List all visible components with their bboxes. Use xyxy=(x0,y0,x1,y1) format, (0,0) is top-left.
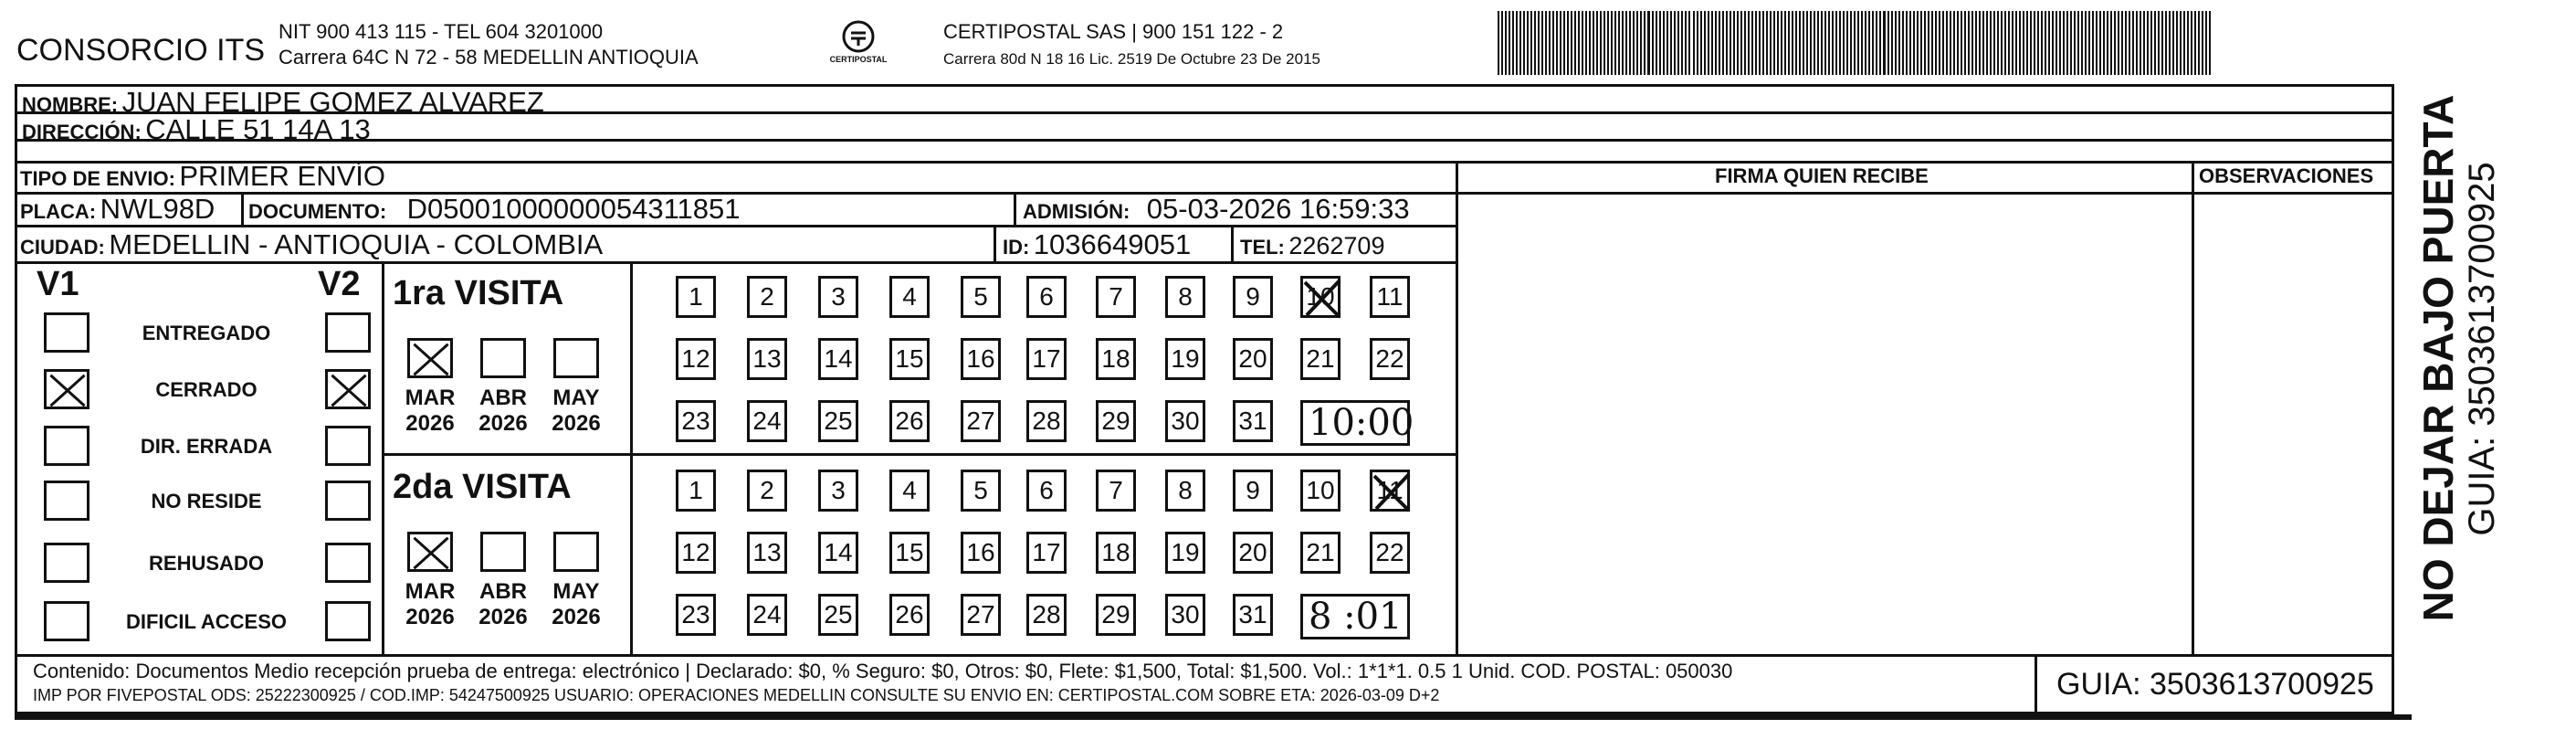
month-checkbox[interactable] xyxy=(407,338,453,378)
day-number: 13 xyxy=(752,344,782,373)
documento-row xyxy=(248,195,741,223)
day-number: 10 xyxy=(1306,476,1335,504)
logo-caption: CERTIPOSTAL xyxy=(829,55,888,64)
day-box[interactable] xyxy=(676,276,716,318)
month-label: MAR xyxy=(405,579,456,604)
day-box[interactable] xyxy=(889,338,930,380)
day-number: 8 xyxy=(1178,476,1193,504)
day-box[interactable] xyxy=(747,276,787,318)
day-number: 11 xyxy=(1376,476,1404,504)
day-box[interactable] xyxy=(1233,400,1273,442)
visit-time-box[interactable] xyxy=(1300,594,1410,639)
day-number: 19 xyxy=(1171,344,1200,373)
day-number: 1 xyxy=(689,282,703,311)
v1-label: V1 xyxy=(37,265,79,303)
barcode xyxy=(1498,11,2216,75)
day-box[interactable] xyxy=(1096,338,1136,380)
day-number: 26 xyxy=(895,600,924,629)
col-line xyxy=(382,261,384,656)
col-line xyxy=(630,261,633,656)
day-box[interactable] xyxy=(961,532,1001,574)
day-number: 2 xyxy=(760,282,774,311)
day-number: 5 xyxy=(973,282,988,311)
carrier-name: CERTIPOSTAL SAS | 900 151 122 - 2 xyxy=(943,20,1284,43)
placa-row xyxy=(20,195,215,223)
admision-value: 05-03-2026 16:59:33 xyxy=(1146,193,1410,225)
visit-time: 8 :01 xyxy=(1309,596,1403,638)
day-box[interactable] xyxy=(1233,338,1273,380)
day-number: 29 xyxy=(1101,407,1130,435)
col-line xyxy=(994,225,996,263)
day-box[interactable] xyxy=(889,400,930,442)
day-box[interactable] xyxy=(961,276,1001,318)
observaciones-header: OBSERVACIONES xyxy=(2199,164,2374,187)
id-label: ID: xyxy=(1003,236,1030,259)
day-number: 26 xyxy=(895,407,924,435)
placa-value: NWL98D xyxy=(100,193,216,225)
status-label: DIFICIL ACCESO xyxy=(125,610,287,633)
day-number: 27 xyxy=(966,600,995,629)
day-number: 15 xyxy=(895,344,924,373)
day-cross-mark xyxy=(1301,277,1343,321)
row-line xyxy=(15,225,1457,227)
day-number: 14 xyxy=(824,344,853,373)
no-dejar-text: NO DEJAR BAJO PUERTA xyxy=(2414,94,2462,622)
day-box[interactable] xyxy=(747,470,787,512)
status-v1-checkbox[interactable] xyxy=(44,426,89,466)
status-label: NO RESIDE xyxy=(151,490,262,512)
side-guia-text: GUIA: 3503613700925 xyxy=(2462,162,2502,536)
day-box[interactable] xyxy=(1096,470,1136,512)
certipostal-logo xyxy=(826,16,890,71)
day-box[interactable] xyxy=(1370,338,1410,380)
admision-label: ADMISIÓN: xyxy=(1023,200,1130,223)
month-checkbox[interactable] xyxy=(407,532,453,572)
day-box[interactable] xyxy=(818,338,858,380)
month-year: 2026 xyxy=(478,604,528,629)
day-box[interactable] xyxy=(1026,532,1067,574)
row-line xyxy=(15,261,1457,264)
day-number: 15 xyxy=(895,538,924,566)
row-line xyxy=(15,139,2394,142)
day-number: 21 xyxy=(1306,344,1335,373)
nombre-row xyxy=(22,88,544,116)
day-box[interactable] xyxy=(961,470,1001,512)
day-box[interactable] xyxy=(1370,532,1410,574)
day-box[interactable] xyxy=(1096,532,1136,574)
day-box[interactable] xyxy=(1233,532,1273,574)
day-number: 10 xyxy=(1306,282,1335,311)
day-box[interactable] xyxy=(747,400,787,442)
direccion-row xyxy=(22,115,371,143)
status-v2-checkbox[interactable] xyxy=(325,426,371,466)
id-row xyxy=(1003,230,1191,259)
day-number: 20 xyxy=(1238,344,1267,373)
day-box[interactable] xyxy=(1165,276,1205,318)
id-value: 1036649051 xyxy=(1033,228,1192,260)
day-number: 9 xyxy=(1246,476,1260,504)
day-box[interactable] xyxy=(1026,400,1067,442)
day-number: 31 xyxy=(1238,407,1267,435)
day-number: 22 xyxy=(1375,344,1404,373)
day-box[interactable] xyxy=(818,400,858,442)
tipo-envio-row xyxy=(20,162,385,190)
day-number: 18 xyxy=(1101,538,1130,566)
day-box[interactable] xyxy=(1096,400,1136,442)
month-label: ABR xyxy=(479,579,527,604)
day-box[interactable] xyxy=(1300,532,1341,574)
col-line xyxy=(1456,161,1458,655)
company-nit: NIT 900 413 115 - TEL 604 3201000 xyxy=(279,20,604,43)
day-box[interactable] xyxy=(818,594,858,636)
visit-time-box[interactable] xyxy=(1300,400,1414,446)
imp-text: IMP POR FIVEPOSTAL ODS: 25222300925 / COD.IMP: 54247500925 USUARIO: OPERACIONES MEDELLIN CONSULTE SU ENVIO EN: CERTIPOSTAL.COM SOBRE ETA: 2026-03-09 D+2 xyxy=(33,686,1440,704)
day-box[interactable] xyxy=(889,276,930,318)
tel-row xyxy=(1240,234,1384,259)
day-box[interactable] xyxy=(1026,338,1067,380)
day-number: 7 xyxy=(1109,476,1123,504)
day-number: 23 xyxy=(681,407,710,435)
day-number: 28 xyxy=(1032,600,1061,629)
nombre-label: NOMBRE: xyxy=(22,93,119,116)
contenido-text: Contenido: Documentos Medio recepción prueba de entrega: electrónico | Declarado: $0, % Seguro: $0, Otros: $0, Flete: $1,500, Total: $1,500. Vol.: 1*1*1. 0.5 1 Unid. COD. POSTAL: 050030 xyxy=(33,660,1733,682)
day-number: 12 xyxy=(681,344,710,373)
col-line xyxy=(1014,192,1016,227)
day-box[interactable] xyxy=(1026,276,1067,318)
documento-value: D05001000000054311851 xyxy=(406,193,741,225)
day-box[interactable] xyxy=(961,400,1001,442)
status-v2-checkbox[interactable] xyxy=(325,369,371,409)
documento-label: DOCUMENTO: xyxy=(248,200,387,223)
day-box[interactable] xyxy=(1300,470,1341,512)
day-number: 16 xyxy=(966,538,995,566)
col-line xyxy=(241,192,244,227)
day-number: 17 xyxy=(1032,344,1061,373)
status-v1-checkbox[interactable] xyxy=(44,481,89,521)
day-box[interactable] xyxy=(818,532,858,574)
day-box[interactable] xyxy=(676,338,716,380)
day-number: 18 xyxy=(1101,344,1130,373)
month-checkbox[interactable] xyxy=(553,338,599,378)
ciudad-value: MEDELLIN - ANTIOQUIA - COLOMBIA xyxy=(109,228,604,260)
day-number: 12 xyxy=(681,538,710,566)
day-box[interactable] xyxy=(1026,470,1067,512)
day-number: 28 xyxy=(1032,407,1061,435)
day-number: 9 xyxy=(1246,282,1260,311)
day-box[interactable] xyxy=(1165,400,1205,442)
month-year: 2026 xyxy=(552,410,601,436)
status-v2-checkbox[interactable] xyxy=(325,312,371,353)
status-label: CERRADO xyxy=(155,378,258,401)
bottom-thick-line xyxy=(15,714,2412,720)
day-number: 25 xyxy=(824,407,853,435)
day-box[interactable] xyxy=(1300,338,1341,380)
tel-value: 2262709 xyxy=(1288,232,1385,259)
month-year: 2026 xyxy=(552,604,601,629)
nombre-value: JUAN FELIPE GOMEZ ALVAREZ xyxy=(121,86,544,118)
day-number: 17 xyxy=(1032,538,1061,566)
status-label: ENTREGADO xyxy=(142,322,271,344)
day-box[interactable] xyxy=(1165,594,1205,636)
day-box[interactable] xyxy=(1096,594,1136,636)
admision-row xyxy=(1023,195,1410,223)
day-box[interactable] xyxy=(889,594,930,636)
company-name: CONSORCIO ITS xyxy=(16,33,266,68)
status-v2-checkbox[interactable] xyxy=(325,543,371,583)
day-box[interactable] xyxy=(1026,594,1067,636)
col-line xyxy=(2035,654,2037,716)
row-line xyxy=(15,654,2394,657)
day-number: 4 xyxy=(902,476,917,504)
day-number: 5 xyxy=(973,476,988,504)
day-box[interactable] xyxy=(676,400,716,442)
day-box[interactable] xyxy=(1233,276,1273,318)
visit-title: 2da VISITA xyxy=(393,468,572,506)
col-line xyxy=(1231,225,1234,263)
day-number: 3 xyxy=(831,282,846,311)
day-number: 30 xyxy=(1171,600,1200,629)
day-box[interactable] xyxy=(747,594,787,636)
day-box[interactable] xyxy=(889,470,930,512)
company-address: Carrera 64C N 72 - 58 MEDELLIN ANTIOQUIA xyxy=(279,46,699,69)
day-number: 27 xyxy=(966,407,995,435)
day-number: 31 xyxy=(1238,600,1267,629)
month-year: 2026 xyxy=(478,410,528,436)
month-label: MAR xyxy=(405,386,456,410)
day-box[interactable] xyxy=(1096,276,1136,318)
day-box[interactable] xyxy=(1165,532,1205,574)
day-number: 4 xyxy=(902,282,917,311)
day-box[interactable] xyxy=(676,594,716,636)
day-box[interactable] xyxy=(961,338,1001,380)
ciudad-row xyxy=(20,230,603,259)
status-v1-checkbox[interactable] xyxy=(44,543,89,583)
day-number: 24 xyxy=(752,407,782,435)
day-box[interactable] xyxy=(1165,338,1205,380)
month-label: ABR xyxy=(479,386,527,410)
day-number: 7 xyxy=(1109,282,1123,311)
day-number: 20 xyxy=(1238,538,1267,566)
day-box[interactable] xyxy=(676,532,716,574)
day-box[interactable] xyxy=(1233,594,1273,636)
col-line xyxy=(2192,161,2194,655)
tipo-label: TIPO DE ENVIO: xyxy=(20,167,175,190)
day-box[interactable] xyxy=(1370,470,1410,512)
status-label: REHUSADO xyxy=(149,552,264,575)
day-box[interactable] xyxy=(747,338,787,380)
day-cross-mark xyxy=(1371,470,1413,514)
visit-separator xyxy=(382,453,1457,456)
day-number: 23 xyxy=(681,600,710,629)
day-number: 25 xyxy=(824,600,853,629)
day-number: 14 xyxy=(824,538,853,566)
direccion-label: DIRECCIÓN: xyxy=(22,121,142,143)
visit-time: 10:00 xyxy=(1309,402,1414,444)
status-v1-checkbox[interactable] xyxy=(44,601,89,641)
day-number: 6 xyxy=(1039,476,1054,504)
v2-label: V2 xyxy=(318,265,361,303)
carrier-address: Carrera 80d N 18 16 Lic. 2519 De Octubre 23 De 2015 xyxy=(943,50,1320,68)
day-number: 1 xyxy=(689,476,703,504)
day-number: 13 xyxy=(752,538,782,566)
day-number: 19 xyxy=(1171,538,1200,566)
placa-label: PLACA: xyxy=(20,200,97,223)
day-number: 24 xyxy=(752,600,782,629)
status-label: DIR. ERRADA xyxy=(140,435,273,458)
visit-title: 1ra VISITA xyxy=(393,274,564,312)
status-v1-checkbox[interactable] xyxy=(44,369,89,409)
day-box[interactable] xyxy=(818,276,858,318)
day-number: 3 xyxy=(831,476,846,504)
day-number: 2 xyxy=(760,476,774,504)
month-checkbox[interactable] xyxy=(480,338,526,378)
month-label: MAY xyxy=(552,579,600,604)
month-label: MAY xyxy=(552,386,600,410)
day-box[interactable] xyxy=(889,532,930,574)
day-number: 30 xyxy=(1171,407,1200,435)
status-v2-checkbox[interactable] xyxy=(325,481,371,521)
day-box[interactable] xyxy=(1300,276,1341,318)
direccion-value: CALLE 51 14A 13 xyxy=(145,113,371,145)
day-box[interactable] xyxy=(676,470,716,512)
day-box[interactable] xyxy=(818,470,858,512)
day-number: 6 xyxy=(1039,282,1054,311)
side-notice xyxy=(2403,84,2513,632)
status-v2-checkbox[interactable] xyxy=(325,601,371,641)
day-box[interactable] xyxy=(1370,276,1410,318)
month-year: 2026 xyxy=(405,604,455,629)
ciudad-label: CIUDAD: xyxy=(20,236,105,259)
day-number: 8 xyxy=(1178,282,1193,311)
status-v1-checkbox[interactable] xyxy=(44,312,89,353)
day-number: 21 xyxy=(1306,538,1335,566)
day-box[interactable] xyxy=(1233,470,1273,512)
day-number: 29 xyxy=(1101,600,1130,629)
month-year: 2026 xyxy=(405,410,455,436)
day-box[interactable] xyxy=(1165,470,1205,512)
firma-header: FIRMA QUIEN RECIBE xyxy=(1715,164,1929,187)
month-checkbox[interactable] xyxy=(553,532,599,572)
footer-guia: GUIA: 3503613700925 xyxy=(2056,667,2374,702)
month-checkbox[interactable] xyxy=(480,532,526,572)
tel-label: TEL: xyxy=(1240,236,1285,259)
day-number: 22 xyxy=(1375,538,1404,566)
day-box[interactable] xyxy=(747,532,787,574)
day-box[interactable] xyxy=(961,594,1001,636)
day-number: 11 xyxy=(1376,282,1404,311)
tipo-value: PRIMER ENVÍO xyxy=(179,160,386,192)
day-number: 16 xyxy=(966,344,995,373)
